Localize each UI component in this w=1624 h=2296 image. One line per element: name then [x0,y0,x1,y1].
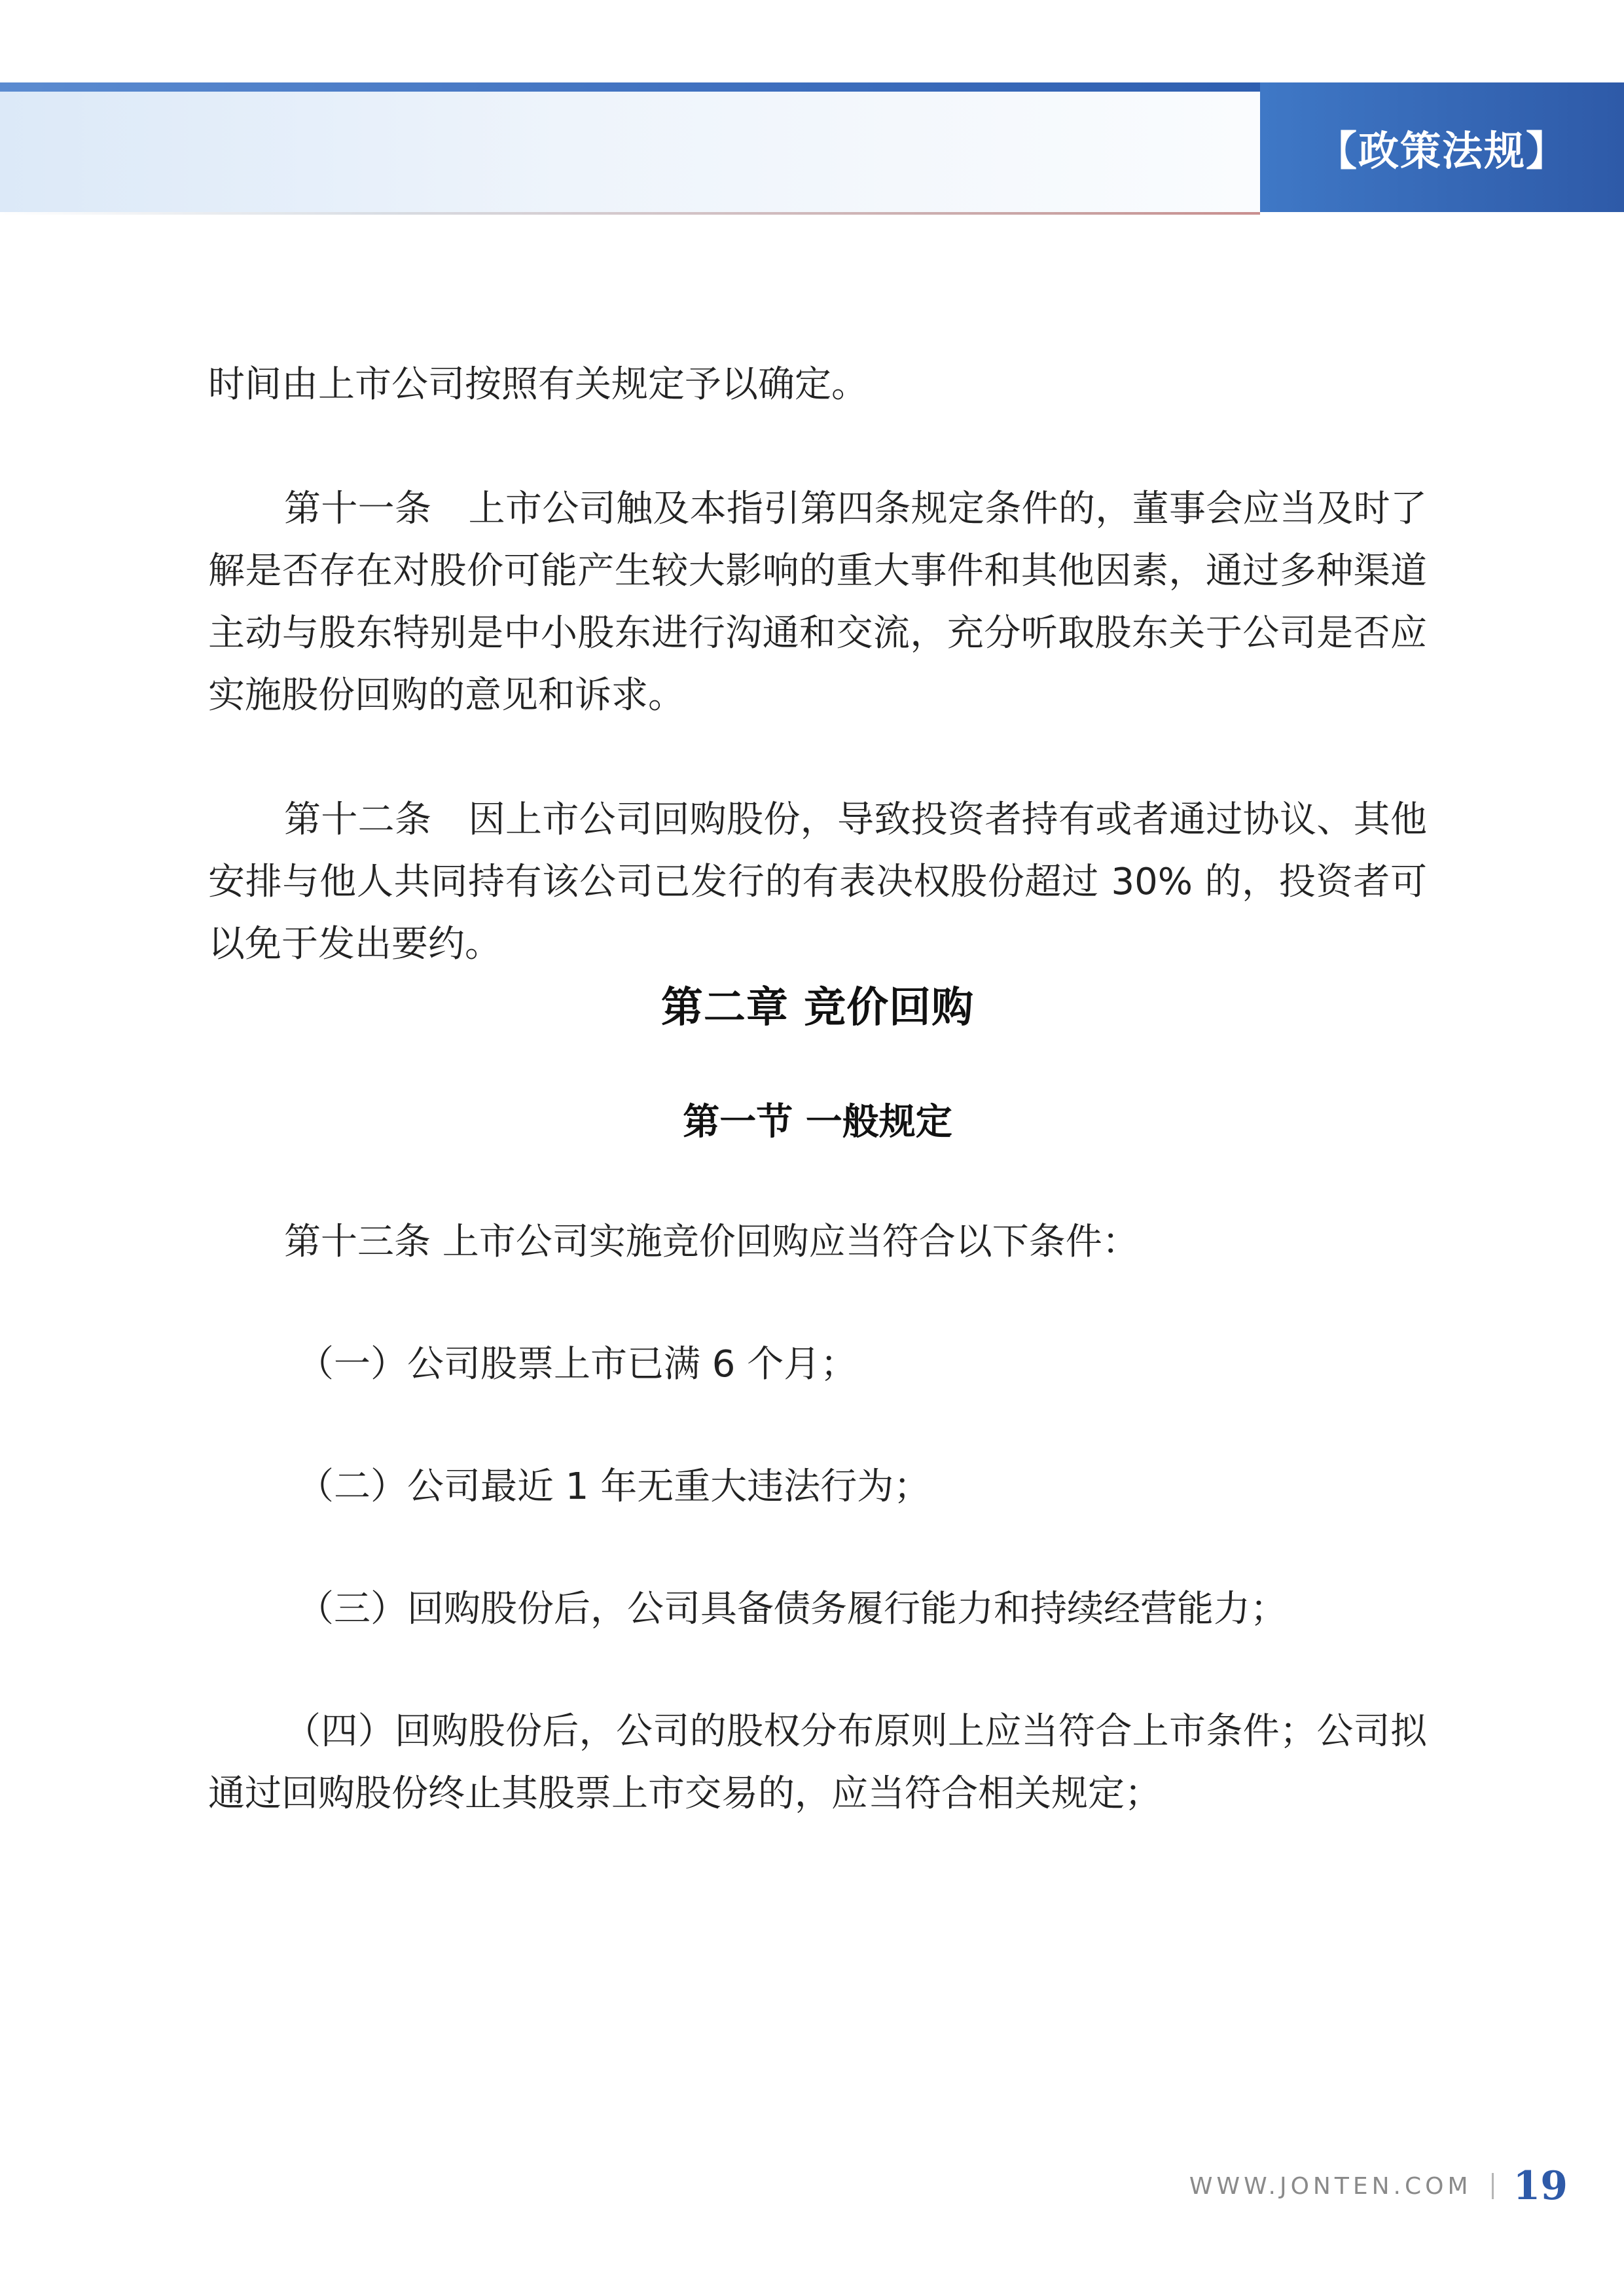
footer-divider [1492,2173,1494,2199]
article-11: 第十一条 上市公司触及本指引第四条规定条件的，董事会应当及时了解是否存在对股价可能产生较大影响的重大事件和其他因素，通过多种渠道主动与股东特别是中小股东进行沟通和交流，充分听取股东关于公司是否应实施股份回购的意见和诉求。 [208,488,1427,717]
document-body [208,353,1427,1825]
article-13: 第十三条 上市公司实施竞价回购应当符合以下条件： [284,1221,1139,1263]
section-tab [1260,82,1624,212]
chapter-title: 第二章 竞价回购 [660,984,975,1032]
header-band [0,92,1260,212]
condition-item-4: （四）回购股份后，公司的股权分布原则上应当符合上市条件；公司拟通过回购股份终止其股票上市交易的，应当符合相关规定； [208,1710,1427,1815]
section-title: 第一节 一般规定 [683,1101,952,1143]
section-label: 【政策法规】 [1316,126,1568,175]
page-number: 19 [1513,2163,1568,2209]
continuation-paragraph: 时间由上市公司按照有关规定予以确定。 [208,363,868,406]
header-bottom-line [0,212,1260,215]
page-footer [1189,2160,1568,2212]
condition-item-2: （二）公司最近 1 年无重大违法行为； [297,1465,931,1508]
condition-item-1: （一）公司股票上市已满 6 个月； [297,1343,857,1386]
article-12: 第十二条 因上市公司回购股份，导致投资者持有或者通过协议、其他安排与他人共同持有该公司已发行的有表决权股份超过 30% 的，投资者可以免于发出要约。 [208,798,1427,965]
condition-item-3: （三）回购股份后，公司具备债务履行能力和持续经营能力； [297,1588,1287,1630]
header-top-line [0,82,1260,92]
footer-website: WWW.JONTEN.COM [1189,2172,1472,2200]
